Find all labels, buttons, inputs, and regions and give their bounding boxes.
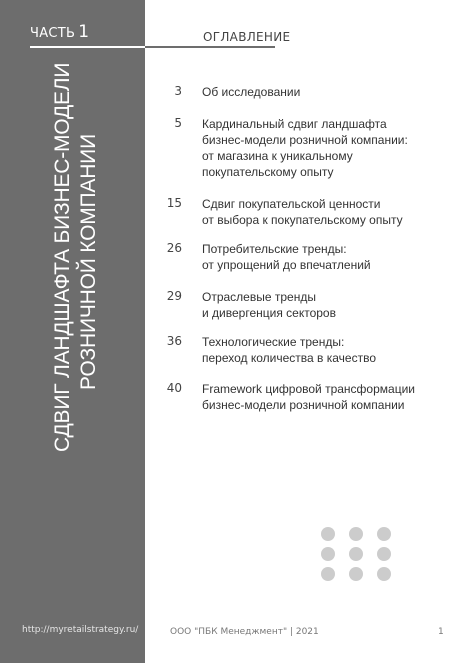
toc-title-line: переход количества в качество [202, 351, 377, 365]
decorative-dot [377, 567, 391, 581]
toc-page-number: 15 [166, 196, 182, 210]
toc-title-line: бизнес-модели розничной компании: [202, 133, 408, 147]
toc-item-title [202, 84, 462, 100]
toc-heading: ОГЛАВЛЕНИЕ [203, 30, 291, 44]
toc-page-number: 40 [166, 381, 182, 395]
toc-item-title [202, 241, 462, 273]
toc-item-title [202, 289, 462, 321]
toc-title-line: от выбора к покупательскому опыту [202, 213, 403, 227]
part-label [30, 22, 89, 42]
toc-page-number: 36 [166, 334, 182, 348]
decorative-dot [349, 527, 363, 541]
sidebar-panel [0, 0, 145, 663]
toc-title-line: Сдвиг покупательской ценности [202, 197, 381, 211]
toc-page-number: 5 [174, 116, 182, 130]
toc-title-line: бизнес-модели розничной компании [202, 398, 405, 412]
decorative-dot [321, 527, 335, 541]
toc-title-line: Потребительские тренды: [202, 242, 347, 256]
toc-title-line: от упрощений до впечатлений [202, 258, 371, 272]
title-line-1: СДВИГ ЛАНДШАФТА БИЗНЕС-МОДЕЛИ [51, 62, 74, 452]
toc-title-line: от магазина к уникальному [202, 149, 353, 163]
toc-title-line: и дивергенция секторов [202, 306, 336, 320]
toc-item-title [202, 334, 462, 366]
toc-page-number: 3 [174, 84, 182, 98]
toc-page-number: 26 [166, 241, 182, 255]
toc-item-title [202, 196, 462, 228]
website-url[interactable]: http://myretailstrategy.ru/ [22, 625, 139, 635]
decorative-dot [349, 547, 363, 561]
decorative-dot [377, 527, 391, 541]
toc-page-number: 29 [166, 289, 182, 303]
footer-page-number: 1 [438, 627, 444, 637]
toc-title-line: Отраслевые тренды [202, 290, 316, 304]
toc-title-line: Технологические тренды: [202, 335, 345, 349]
part-number: 1 [78, 22, 90, 42]
toc-title-line: покупательскому опыту [202, 165, 334, 179]
toc-title-line: Кардинальный сдвиг ландшафта [202, 117, 387, 131]
toc-item-title [202, 381, 462, 413]
title-line-2: РОЗНИЧНОЙ КОМПАНИИ [77, 134, 100, 390]
footer-company: ООО "ПБК Менеджмент" | 2021 [170, 627, 319, 637]
part-label-text: ЧАСТЬ [30, 26, 76, 41]
part-rule [30, 46, 145, 48]
decorative-dot [349, 567, 363, 581]
toc-title-line: Framework цифровой трансформации [202, 382, 415, 396]
decorative-dot [321, 567, 335, 581]
heading-rule [145, 46, 275, 48]
vertical-document-title [50, 62, 102, 452]
decorative-dot [377, 547, 391, 561]
toc-title-line: Об исследовании [202, 85, 301, 99]
decorative-dot [321, 547, 335, 561]
toc-item-title [202, 116, 462, 180]
